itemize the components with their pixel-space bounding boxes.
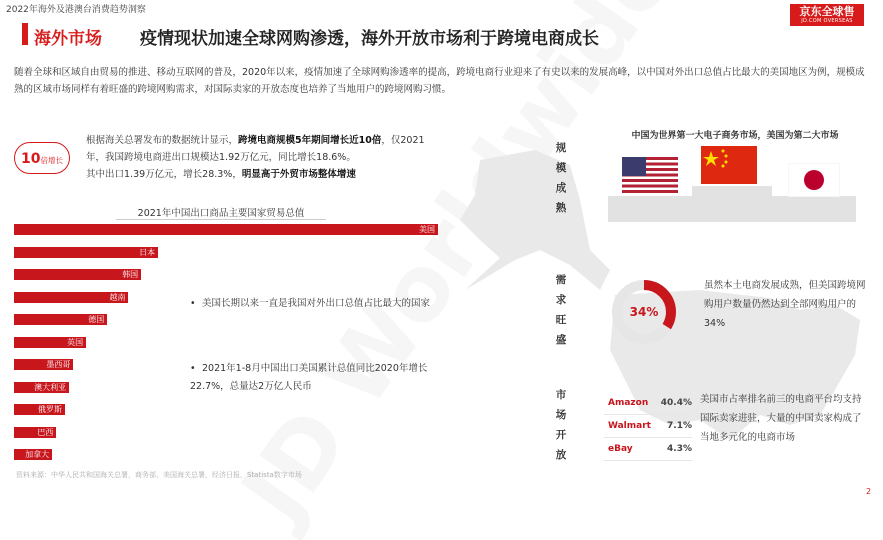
bar-0: 美国 xyxy=(14,224,438,235)
platform-name: eBay xyxy=(608,444,633,454)
demand-paragraph: 虽然本土电商发展成熟，但美国跨境网购用户数量仍然达到全部网购用户的34% xyxy=(704,280,866,329)
platform-name: Walmart xyxy=(608,421,651,431)
label-market-open: 市场开放 xyxy=(555,389,567,461)
platform-share: 4.3% xyxy=(667,444,692,454)
label-scale-mature: 规模成熟 xyxy=(555,142,567,214)
demand-donut xyxy=(609,277,679,347)
china-flag-icon xyxy=(701,146,757,184)
title-accent-bar xyxy=(22,23,28,45)
platform-row xyxy=(604,415,692,438)
stats-paragraph xyxy=(86,132,436,183)
label-demand-strong: 需求旺盛 xyxy=(555,274,567,346)
intro-paragraph: 随着全球和区域自由贸易的推进、移动互联网的普及，2020年以来，疫情加速了全球网购渗透率的提高，跨境电商行业迎来了有史以来的发展高峰，以中国对外出口总值占比最大的美国地区为例，规模成熟的区域市场同样有着旺盛的跨境网购需求，对国际卖家的开放态度也培养了当地用户的跨境网购习惯。 xyxy=(14,67,865,95)
bar-9: 巴西 xyxy=(14,427,56,438)
bullet-item xyxy=(190,295,440,313)
logo-sub-text: JD.COM OVERSEAS xyxy=(801,18,853,24)
page-title-section: 海外市场 xyxy=(34,29,102,49)
bullet-item xyxy=(190,360,440,396)
bar-2: 韩国 xyxy=(14,269,141,280)
stats-text: 根据海关总署发布的数据统计显示， xyxy=(86,135,239,146)
page-number: 2 xyxy=(866,487,872,496)
platform-share: 40.4% xyxy=(660,398,692,408)
chart-title: 2021年中国出口商品主要国家贸易总值 xyxy=(116,205,326,220)
bar-1: 日本 xyxy=(14,247,158,258)
podium-base xyxy=(608,196,856,222)
bar-10: 加拿大 xyxy=(14,449,52,460)
stats-text: ，仅2021年，我国跨境电商进出口规模达1.92万亿元，同比增长18.6%。 xyxy=(86,135,425,163)
bar-4: 德国 xyxy=(14,314,107,325)
alaska-shape xyxy=(460,150,610,290)
bullet-dot-icon: • xyxy=(190,363,196,374)
logo-main-text: 京东全球售 xyxy=(799,5,855,18)
demand-donut-chart xyxy=(609,277,679,347)
bullet-text: 2021年1-8月中国出口美国累计总值同比2020年增长22.7%，总量达2万亿人民币 xyxy=(190,363,428,392)
source-note: 资料来源：中华人民共和国海关总署，商务部，美国海关总署，经济日报，Statista数字市场 xyxy=(16,471,302,479)
market-paragraph: 美国市占率排名前三的电商平台均支持国际卖家进驻，大量的中国卖家构成了当地多元化的电商市场 xyxy=(700,394,862,443)
bullet-text: 美国长期以来一直是我国对外出口总值占比最大的国家 xyxy=(202,298,431,309)
platform-share: 7.1% xyxy=(667,421,692,431)
stats-line-2 xyxy=(86,166,436,183)
japan-flag-icon xyxy=(788,163,840,197)
platform-row xyxy=(604,392,692,415)
platform-row xyxy=(604,438,692,461)
donut-percent-label: 34% xyxy=(629,305,659,319)
bar-5: 英国 xyxy=(14,337,86,348)
podium-top xyxy=(692,186,772,198)
platform-name: Amazon xyxy=(608,398,649,408)
bar-8: 俄罗斯 xyxy=(14,404,65,415)
stats-highlight: 明显高于外贸市场整体增速 xyxy=(241,169,356,180)
bar-7: 澳大利亚 xyxy=(14,382,69,393)
growth-badge-number: 10 xyxy=(21,151,41,167)
report-header-label: 2022年海外及港澳台消费趋势洞察 xyxy=(6,5,146,15)
stats-text: 其中出口1.39万亿元，增长28.3%， xyxy=(86,169,242,180)
stats-highlight: 跨境电商规模5年期间增长近10倍 xyxy=(238,135,382,146)
flags-title: 中国为世界第一大电子商务市场，美国为第二大市场 xyxy=(631,131,839,141)
bar-6: 墨西哥 xyxy=(14,359,73,370)
usa-flag-icon xyxy=(622,157,678,193)
page-title: 疫情现状加速全球网购渗透，海外开放市场利于跨境电商成长 xyxy=(140,29,599,49)
stats-line-1 xyxy=(86,132,436,166)
platform-share-table xyxy=(604,392,692,461)
jd-overseas-logo xyxy=(790,4,864,26)
growth-badge-unit: 倍增长 xyxy=(40,156,63,165)
bar-3: 越南 xyxy=(14,292,128,303)
growth-badge xyxy=(14,142,70,174)
bullet-dot-icon: • xyxy=(190,298,196,309)
